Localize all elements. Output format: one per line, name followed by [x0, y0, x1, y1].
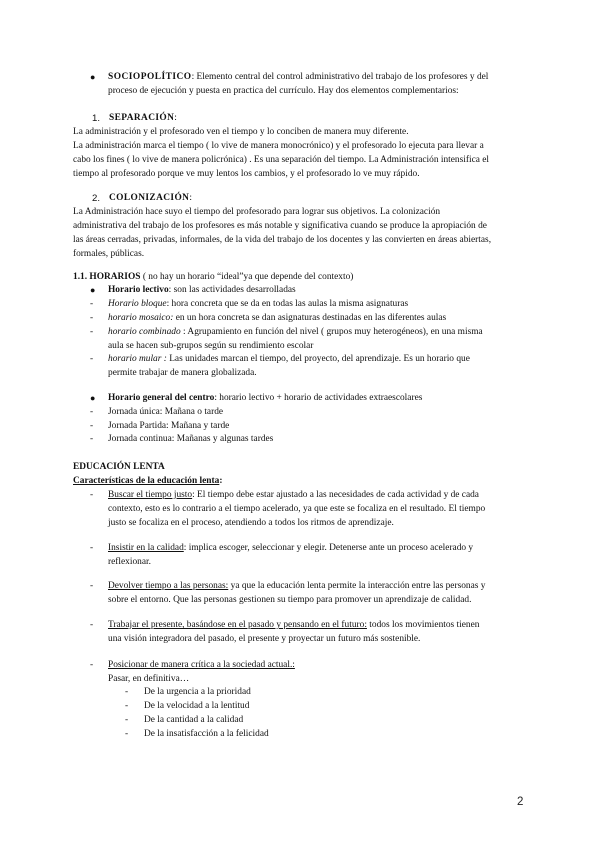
horario-item-line2: permite trabajar de manera globalizada. — [108, 368, 257, 378]
dash-icon: - — [125, 729, 129, 739]
educacion-item-line: una visión integradora del pasado, el presente y proyectar un futuro más sostenible. — [108, 634, 421, 644]
pasar-item: De la insatisfacción a la felicidad — [144, 729, 269, 739]
educacion-item: Insistir en la calidad: implica escoger, seleccionar y elegir. Detenerse ante un proceso acelerado y — [108, 543, 474, 553]
sociopolitico-text-line1: : Elemento central del control administrativo del trabajo de los profesores y del — [191, 72, 489, 82]
colonizacion-title: COLONIZACIÓN: — [109, 193, 193, 203]
colonizacion-line2: administrativa del trabajo de los profesores es más notable y significativa cuando se produce la apropiación de — [73, 221, 487, 231]
horario-general: Horario general del centro: horario lectivo + horario de actividades extraescolares — [108, 393, 423, 403]
colonizacion-line4: formales, públicas. — [73, 249, 145, 259]
dash-icon: - — [125, 687, 129, 697]
educacion-item-line: reflexionar. — [108, 557, 151, 567]
educacion-item: Trabajar el presente, basándose en el pasado y pensando en el futuro: todos los movimientos tienen — [108, 620, 480, 630]
educacion-heading: EDUCACIÓN LENTA — [73, 462, 165, 472]
dash-icon: - — [90, 620, 94, 630]
dash-icon: - — [90, 581, 94, 591]
educacion-item-line: justo se focaliza en el proceso, atendiendo a todos los ritmos de aprendizaje. — [108, 518, 394, 528]
dash-icon: - — [90, 490, 94, 500]
pasar-item: De la urgencia a la prioridad — [144, 687, 251, 697]
jornada-item: Jornada continua: Mañanas y algunas tardes — [108, 434, 274, 444]
horario-item: horario mular : Las unidades marcan el tiempo, del proyecto, del aprendizaje. Es un horario que — [108, 354, 470, 364]
dash-icon: - — [90, 434, 94, 444]
pasar-item: De la velocidad a la lentitud — [144, 701, 250, 711]
educacion-item-line: Pasar, en definitiva… — [108, 674, 190, 684]
educacion-item: Posicionar de manera crítica a la sociedad actual.: — [108, 660, 295, 670]
colonizacion-line1: La Administración hace suyo el tiempo del profesorado para lograr sus objetivos. La colonización — [73, 207, 441, 217]
page-number: 2 — [517, 796, 524, 808]
dash-icon: - — [125, 701, 129, 711]
educacion-item-line: sobre el entorno. Que las personas gestionen su tiempo para promover un aprendizaje de calidad. — [108, 595, 472, 605]
dash-icon: - — [125, 715, 129, 725]
separacion-line3: cabo los fines ( lo vive de manera policrónica) . Es una separación del tiempo. La Administración intensifica el — [73, 155, 490, 165]
educacion-item: Devolver tiempo a las personas: ya que la educación lenta permite la interacción entre las personas y — [108, 581, 486, 591]
dash-icon: - — [90, 327, 94, 337]
horarios-heading: 1.1. HORARIOS ( no hay un horario “ideal”ya que depende del contexto) — [73, 272, 354, 282]
educacion-item-line: contexto, esto es lo contrario a el tiempo acelerado, ya que este se focaliza en el resultado. El tiempo — [108, 504, 486, 514]
dash-icon: - — [90, 299, 94, 309]
horario-lectivo: Horario lectivo: son las actividades desarrolladas — [108, 285, 296, 295]
horario-item: Horario bloque: hora concreta que se da en todas las aulas la misma asignaturas — [108, 299, 409, 309]
separacion-line1: La administración y el profesorado ven el tiempo y lo conciben de manera muy diferente. — [73, 127, 409, 137]
bullet-icon: ● — [90, 393, 96, 403]
dash-icon: - — [90, 421, 94, 431]
horario-item: horario combinado : Agrupamiento en función del nivel ( grupos muy heterogéneos), en una misma — [108, 327, 483, 337]
separacion-title: SEPARACIÓN: — [109, 113, 178, 123]
dash-icon: - — [90, 543, 94, 553]
educacion-subheading: Características de la educación lenta: — [73, 476, 223, 486]
separacion-line2: La administración marca el tiempo ( lo vive de manera monocrónico) y el profesorado lo ejecuta para llevar a — [73, 141, 484, 151]
sociopolitico-term: SOCIOPOLÍTICO — [108, 72, 192, 82]
dash-icon: - — [90, 660, 94, 670]
bullet-icon: ● — [90, 285, 96, 295]
horario-item-line2: aula se hacen sub-grupos según su rendimiento escolar — [108, 341, 314, 351]
dash-icon: - — [90, 354, 94, 364]
dash-icon: - — [90, 313, 94, 323]
sociopolitico-text-line2: proceso de ejecución y puesta en practica del currículo. Hay dos elementos complementarios: — [108, 86, 459, 96]
jornada-item: Jornada única: Mañana o tarde — [108, 407, 224, 417]
separacion-number: 1. — [92, 113, 101, 124]
bullet-icon: ● — [90, 72, 96, 82]
colonizacion-line3: las áreas cerradas, privadas, informales, de la vida del trabajo de los docentes y las convierten en áreas abiertas, — [73, 235, 492, 245]
educacion-item: Buscar el tiempo justo: El tiempo debe estar ajustado a las necesidades de cada actividad y de cada — [108, 490, 479, 500]
jornada-item: Jornada Partida: Mañana y tarde — [108, 421, 230, 431]
pasar-item: De la cantidad a la calidad — [144, 715, 244, 725]
separacion-line4: tiempo al profesorado porque ve muy lentos los cambios, y el profesorado lo ve muy rápido. — [73, 169, 420, 179]
dash-icon: - — [90, 407, 94, 417]
horario-item: horario mosaico: en un hora concreta se dan asignaturas destinadas en las diferentes aulas — [108, 313, 447, 323]
colonizacion-number: 2. — [92, 193, 101, 204]
